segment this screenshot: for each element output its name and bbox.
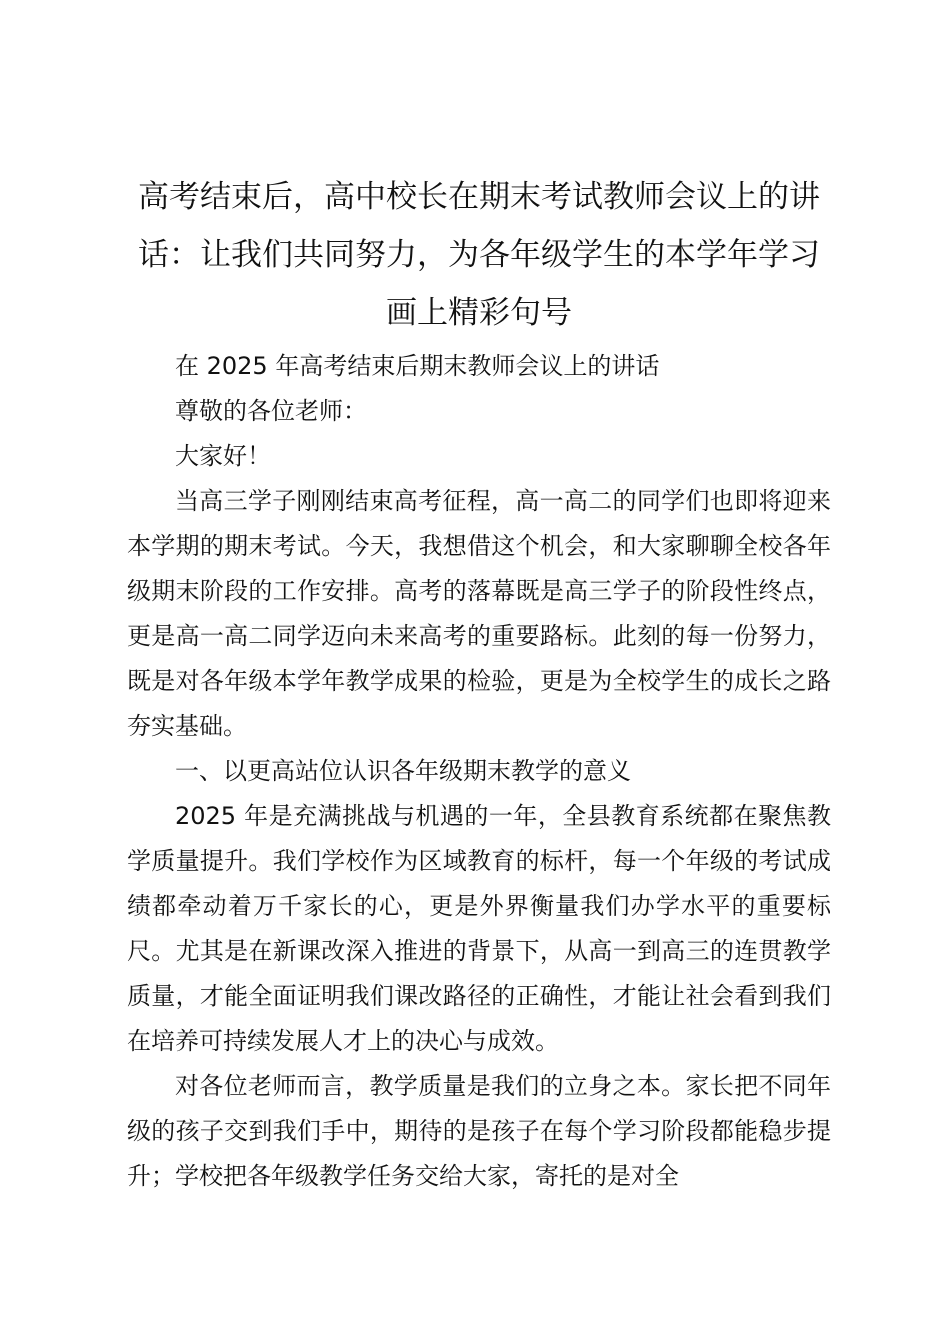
speech-subtitle: 在 2025 年高考结束后期末教师会议上的讲话 — [175, 352, 660, 380]
body-paragraph-teachers: 对各位老师而言，教学质量是我们的立身之本。家长把不同年级的孩子交到我们手中，期待的是孩子在每个学习阶段都能稳步提升；学校把各年级教学任务交给大家，寄托的是对全 — [127, 1072, 831, 1190]
document-body — [127, 168, 831, 1199]
body-paragraph-intro: 当高三学子刚刚结束高考征程，高一高二的同学们也即将迎来本学期的期末考试。今天，我想借这个机会，和大家聊聊全校各年级期末阶段的工作安排。高考的落幕既是高三学子的阶段性终点，更是高一高二同学迈向未来高考的重要路标。此刻的每一份努力，既是对各年级本学年教学成果的检验，更是为全校学生的成长之路夯实基础。 — [127, 487, 831, 740]
greeting: 大家好！ — [175, 442, 271, 470]
section-heading-1: 一、以更高站位认识各年级期末教学的意义 — [175, 757, 631, 785]
salutation: 尊敬的各位老师： — [175, 397, 367, 425]
document-title: 高考结束后，高中校长在期末考试教师会议上的讲话：让我们共同努力，为各年级学生的本学年学习画上精彩句号 — [138, 179, 820, 331]
body-paragraph-significance: 2025 年是充满挑战与机遇的一年，全县教育系统都在聚焦教学质量提升。我们学校作为区域教育的标杆，每一个年级的考试成绩都牵动着万千家长的心，更是外界衡量我们办学水平的重要标尺。尤其是在新课改深入推进的背景下，从高一到高三的连贯教学质量，才能全面证明我们课改路径的正确性，才能让社会看到我们在培养可持续发展人才上的决心与成效。 — [127, 802, 831, 1055]
